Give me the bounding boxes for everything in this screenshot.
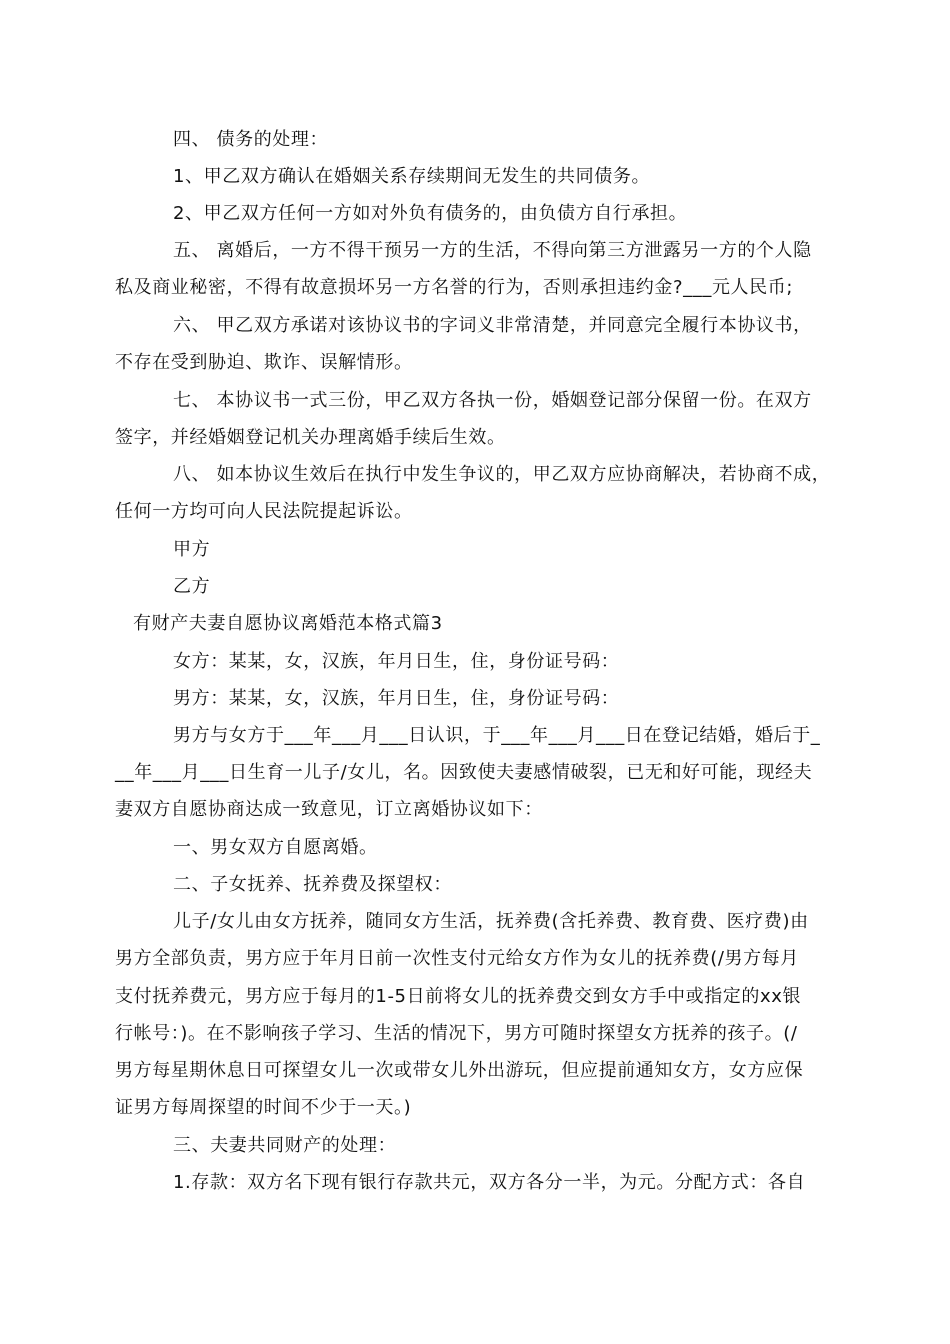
section-6-line-1: 六、 甲乙双方承诺对该协议书的字词义非常清楚，并同意完全履行本协议书， [173, 315, 812, 336]
clause-2-heading: 二、子女抚养、抚养费及探望权： [173, 874, 452, 895]
debt-clause-2: 2、甲乙双方任何一方如对外负有债务的，由负债方自行承担。 [173, 203, 688, 224]
section-8-line-1: 八、 如本协议生效后在执行中发生争议的，甲乙双方应协商解决，若协商不成， [173, 464, 831, 485]
custody-line-3: 支付抚养费元，男方应于每月的1-5日前将女儿的抚养费交到女方手中或指定的xx银 [115, 986, 802, 1007]
section-8-line-2: 任何一方均可向人民法院提起诉讼。 [115, 501, 413, 522]
preamble-line-2: __年___月___日生育一儿子/女儿，名。因致使夫妻感情破裂，已无和好可能，现经夫 [115, 762, 813, 783]
clause-3-heading: 三、夫妻共同财产的处理： [173, 1135, 397, 1156]
custody-line-6: 证男方每周探望的时间不少于一天。) [115, 1097, 412, 1118]
section-6-line-2: 不存在受到胁迫、欺诈、误解情形。 [115, 352, 413, 373]
party-b-label: 乙方 [173, 576, 211, 597]
custody-line-4: 行帐号：)。在不影响孩子学习、生活的情况下，男方可随时探望女方抚养的孩子。(/ [115, 1023, 798, 1044]
section-7-line-2: 签字，并经婚姻登记机关办理离婚手续后生效。 [115, 427, 506, 448]
custody-line-1: 儿子/女儿由女方抚养，随同女方生活，抚养费(含托养费、教育费、医疗费)由 [173, 911, 809, 932]
female-party-info: 女方：某某，女，汉族，年月日生，住，身份证号码： [173, 651, 620, 672]
savings-line-1: 1.存款：双方名下现有银行存款共元，双方各分一半，为元。分配方式：各自 [173, 1172, 806, 1193]
preamble-line-1: 男方与女方于___年___月___日认识，于___年___月___日在登记结婚，婚后于_ [173, 725, 821, 746]
male-party-info: 男方：某某，女，汉族，年月日生，住，身份证号码： [173, 688, 620, 709]
custody-line-2: 男方全部负责，男方应于年月日前一次性支付元给女方作为女儿的抚养费(/男方每月 [115, 948, 799, 969]
section-7-line-1: 七、 本协议书一式三份，甲乙双方各执一份，婚姻登记部分保留一份。在双方 [173, 390, 812, 411]
section-5-line-2: 私及商业秘密，不得有故意损坏另一方名誉的行为，否则承担违约金?___元人民币; [115, 277, 794, 298]
section-4-heading: 四、 债务的处理： [173, 129, 329, 150]
clause-1-heading: 一、男女双方自愿离婚。 [173, 837, 378, 858]
section-5-line-1: 五、 离婚后，一方不得干预另一方的生活，不得向第三方泄露另一方的个人隐 [173, 240, 812, 261]
debt-clause-1: 1、甲乙双方确认在婚姻关系存续期间无发生的共同债务。 [173, 166, 651, 187]
article-title: 有财产夫妻自愿协议离婚范本格式篇3 [133, 613, 443, 634]
preamble-line-3: 妻双方自愿协商达成一致意见，订立离婚协议如下： [115, 799, 543, 820]
party-a-label: 甲方 [173, 539, 211, 560]
custody-line-5: 男方每星期休息日可探望女儿一次或带女儿外出游玩，但应提前通知女方，女方应保 [115, 1060, 804, 1081]
